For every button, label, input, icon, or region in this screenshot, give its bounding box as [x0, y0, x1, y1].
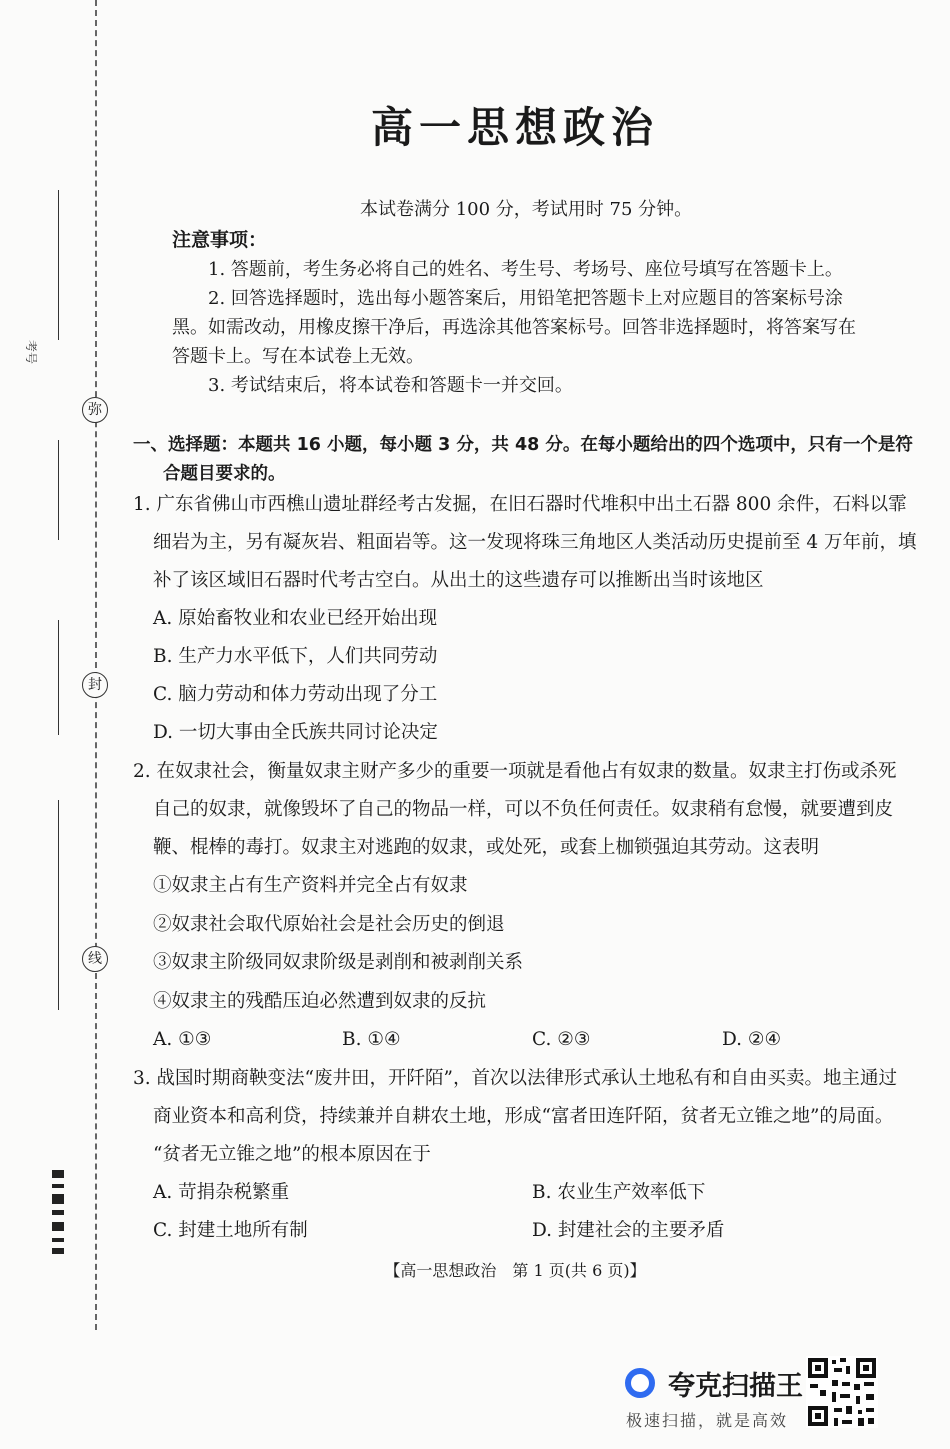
question-2-stem: 2. 在奴隶社会，衡量奴隶主财产多少的重要一项就是看他占有奴隶的数量。奴隶主打伤或杀死	[133, 761, 897, 782]
question-2-option-d: D. ②④	[722, 1029, 782, 1050]
question-3-option-b: B. 农业生产效率低下	[532, 1182, 706, 1203]
qr-code-icon	[806, 1356, 878, 1428]
binding-field-line	[58, 800, 59, 1010]
binding-field-line	[58, 620, 59, 735]
question-2-stem: 鞭、棍棒的毒打。奴隶主对逃跑的奴隶，或处死，或套上枷锁强迫其劳动。这表明	[153, 837, 820, 858]
notice-heading: 注意事项：	[172, 229, 268, 251]
question-1-stem: 细岩为主，另有凝灰岩、粗面岩等。这一发现将珠三角地区人类活动历史提前至 4 万年前，填	[153, 532, 917, 553]
question-1-stem: 补了该区域旧石器时代考古空白。从出土的这些遗存可以推断出当时该地区	[153, 570, 764, 591]
question-3-stem: 商业资本和高利贷，持续兼并自耕农土地，形成“富者田连阡陌，贫者无立锥之地”的局面。	[153, 1106, 894, 1127]
notice-line: 2. 回答选择题时，选出每小题答案后，用铅笔把答题卡上对应题目的答案标号涂	[208, 288, 843, 309]
seal-char-feng: 封	[82, 672, 108, 698]
question-3-option-a: A. 苛捐杂税繁重	[153, 1182, 290, 1203]
question-3-stem: 3. 战国时期商鞅变法“废井田，开阡陌”，首次以法律形式承认土地私有和自由买卖。地主通过	[133, 1068, 897, 1089]
question-2-statement-2: ②奴隶社会取代原始社会是社会历史的倒退	[153, 914, 505, 935]
question-1-option-c: C. 脑力劳动和体力劳动出现了分工	[153, 684, 438, 705]
question-3-option-c: C. 封建土地所有制	[153, 1220, 308, 1241]
notice-line: 黑。如需改动，用橡皮擦干净后，再选涂其他答案标号。回答非选择题时，将答案写在	[172, 317, 856, 338]
notice-line: 答题卡上。写在本试卷上无效。	[172, 346, 424, 367]
section-heading-cont: 合题目要求的。	[163, 464, 286, 484]
exam-info: 本试卷满分 100 分，考试用时 75 分钟。	[360, 199, 693, 220]
question-3-stem: “贫者无立锥之地”的根本原因在于	[153, 1144, 431, 1165]
binding-barcode-mark	[48, 1170, 68, 1260]
seal-char-xian: 线	[82, 946, 108, 972]
binding-dashed-line	[95, 0, 97, 1330]
question-1-option-d: D. 一切大事由全氏族共同讨论决定	[153, 722, 438, 743]
question-2-option-b: B. ①④	[342, 1029, 401, 1050]
notice-line: 1. 答题前，考生务必将自己的姓名、考生号、考场号、座位号填写在答题卡上。	[208, 259, 843, 280]
binding-field-line	[58, 440, 59, 540]
notice-line: 3. 考试结束后，将本试卷和答题卡一并交回。	[208, 375, 573, 396]
page-title: 高一思想政治	[370, 103, 659, 152]
scanner-logo-icon	[625, 1368, 655, 1398]
binding-field-line	[58, 190, 59, 340]
question-2-option-a: A. ①③	[153, 1029, 212, 1050]
section-heading: 一、选择题：本题共 16 小题，每小题 3 分，共 48 分。在每小题给出的四个选项中，只有一个是符	[133, 435, 913, 455]
question-1-option-a: A. 原始畜牧业和农业已经开始出现	[153, 608, 438, 629]
scanner-slogan: 极速扫描，就是高效	[626, 1411, 789, 1430]
question-1-option-b: B. 生产力水平低下，人们共同劳动	[153, 646, 438, 667]
question-3-option-d: D. 封建社会的主要矛盾	[532, 1220, 725, 1241]
question-2-statement-4: ④奴隶主的残酷压迫必然遭到奴隶的反抗	[153, 991, 487, 1012]
seal-char-mi: 弥	[82, 397, 108, 423]
question-2-statement-1: ①奴隶主占有生产资料并完全占有奴隶	[153, 875, 468, 896]
page-footer: 【高一思想政治 第 1 页(共 6 页)】	[384, 1261, 646, 1280]
scanner-brand: 夸克扫描王	[668, 1371, 803, 1402]
question-2-statement-3: ③奴隶主阶级同奴隶阶级是剥削和被剥削关系	[153, 952, 524, 973]
question-2-stem: 自己的奴隶，就像毁坏了自己的物品一样，可以不负任何责任。奴隶稍有怠慢，就要遭到皮	[153, 799, 894, 820]
question-2-option-c: C. ②③	[532, 1029, 591, 1050]
question-1-stem: 1. 广东省佛山市西樵山遗址群经考古发掘，在旧石器时代堆积中出土石器 800 余件，石料以霏	[133, 494, 907, 515]
binding-label-exam-number: 考号	[24, 340, 38, 365]
